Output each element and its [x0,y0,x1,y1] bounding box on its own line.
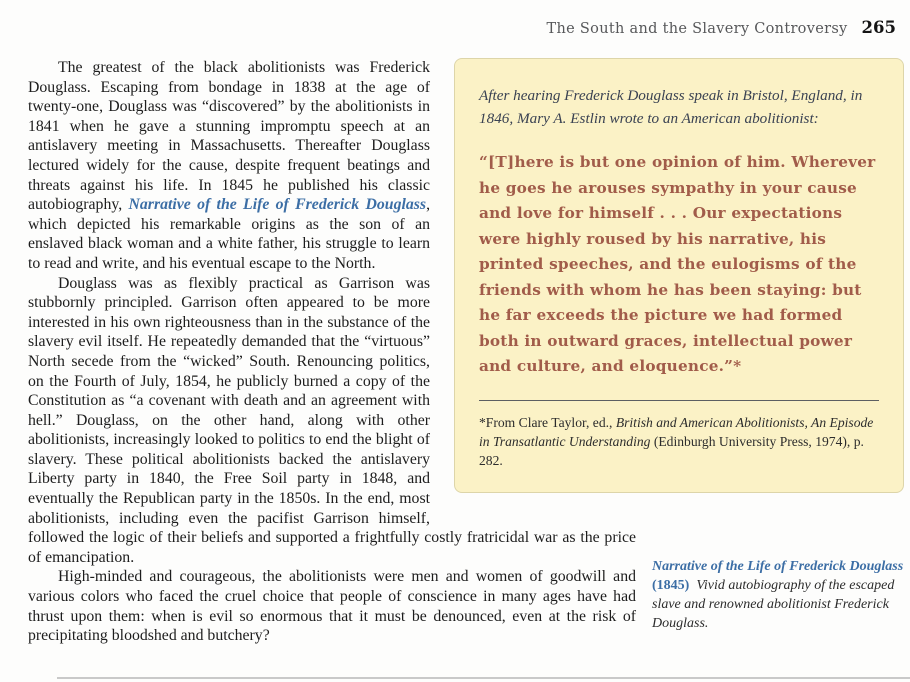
quote-box-quotation: “[T]here is but one opinion of him. Wherever he goes he arouses sympathy in your cause and love for himself . . . Our expectations were highly roused by his narrative, his printed speeches, and the eulogisms of the friends with whom he has been staying: but he far exceeds the picture we had formed both in outward graces, intellectual power and culture, and eloquence.”* [479,153,876,375]
running-head-title: The South and the Slavery Controversy [546,21,848,37]
body-paragraph-3: High-minded and courageous, the abolitionists were men and women of goodwill and various colors who faced the cruel choice that people of conscience in many ages have had thrust upon them: when is evil so enormous that it must be denounced, even at the risk of precipitating bloodshed and butchery? [28,568,636,645]
page-number: 265 [861,18,896,37]
book-note-title: Narrative of the Life of Frederick Douglass [652,558,904,574]
body-paragraph-2: Douglass was as flexibly practical as Garrison was stubbornly principled. Garrison often appeared to be more interested in his own righteousness than in the substance of the slavery evil itself. He repeatedly demanded that the “virtuous” North secede from the “wicked” South. Renouncing politics, on the Fourth of July, 1854, he publicly burned a copy of the Constitution as “a covenant with death and an agreement with hell.” Douglass, on the other hand, along with other abolitionists, increasingly looked to politics to end the blight of slavery. These political abolitionists backed the antislavery Liberty party in 1840, the Free Soil party in 1848, and eventually the Republican party in the 1850s. In the end, most abolitionists, including even the pacifist Garrison himself, followed the logic of their beliefs and supported a frightfully costly fratricidal war as the price of emancipation. [28,274,636,566]
quote-box-footnote [479,413,879,470]
page-content [0,38,910,646]
primary-source-quote-box [454,58,904,493]
paragraph-1-text: The greatest of the black abolitionists was Frederick Douglass. Escaping from bondage in 1838 at the age of twenty-one, Douglass was “discovered” by the abolitionists in 1841 when he gave a stunning impromptu speech at an antislavery meeting in Massachusetts. Thereafter Douglass lectured widely for the cause, despite frequent beatings and threats against his life. In 1845 he published his classic autobiography, [28,59,430,214]
book-annotation-note [652,557,904,633]
running-head [0,0,910,38]
footnote-text-roman: *From Clare Taylor, ed., [479,414,616,430]
book-note-year: (1845) [652,577,690,593]
book-title-inline: Narrative of the Life of Frederick Douglass [128,196,427,214]
quote-box-intro: After hearing Frederick Douglass speak in Bristol, England, in 1846, Mary A. Estlin wrote to an American abolitionist: [479,87,863,127]
paragraph-1-text-end: , which depicted his remarkable origins as the son of an enslaved black woman and a white father, his struggle to learn to read and write, and his eventual escape to the North. [28,196,431,272]
footnote-source-title: British and American Abolitionists, An Episode in Transatlantic Understanding [479,414,874,449]
quote-box-divider [479,400,879,401]
footnote-text-roman-end: (Edinburgh University Press, 1974), p. 282. [479,433,864,468]
book-note-description: Vivid autobiography of the escaped slave and renowned abolitionist Frederick Douglass. [652,577,895,631]
page-bottom-rule [57,677,910,679]
